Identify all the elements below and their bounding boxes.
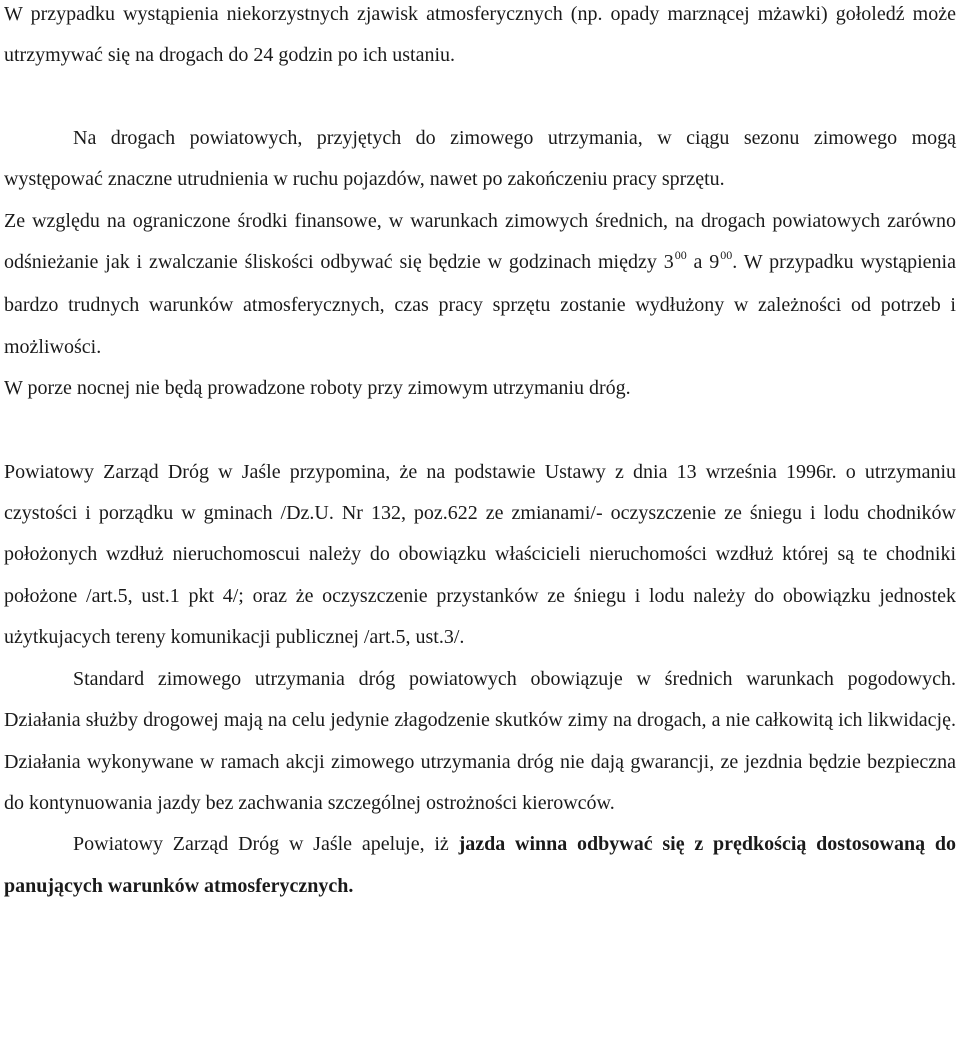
working-hours-text-after: . W przypadku wystąpienia bardzo trudnych warunków atmosferycznych, czas pracy sprzętu zostanie wydłużony w zależności od potrzeb i możliwości. <box>4 251 956 358</box>
hour-end: 9 <box>709 251 720 274</box>
appeal-text: Powiatowy Zarząd Dróg w Jaśle apeluje, iż <box>73 833 459 856</box>
document-page <box>4 0 956 907</box>
working-hours-text-before: Ze względu na ograniczone środki finansowe, w warunkach zimowych średnich, na drogach powiatowych zarówno odśnieżanie jak i zwalczanie śliskości odbywać się będzie w godzinach między <box>4 209 956 274</box>
hour-start-minutes: 00 <box>674 248 687 263</box>
paragraph-icing-warning: W przypadku wystąpienia niekorzystnych zjawisk atmosferycznych (np. opady marznącej mżawki) gołoledź może utrzymywać się na drogach do 24 godzin po ich ustaniu. <box>4 3 956 67</box>
paragraph-road-difficulties: Na drogach powiatowych, przyjętych do zimowego utrzymania, w ciągu sezonu zimowego mogą występować znaczne utrudnienia w ruchu pojazdów, nawet po zakończeniu pracy sprzętu. <box>4 126 956 191</box>
paragraph-spacer <box>4 410 956 452</box>
paragraph-night-work: W porze nocnej nie będą prowadzone roboty przy zimowym utrzymaniu dróg. <box>4 377 631 400</box>
paragraph-working-hours <box>4 201 956 369</box>
hour-end-minutes: 00 <box>720 248 733 263</box>
paragraph-spacer <box>4 77 956 118</box>
paragraph-maintenance-standard: Standard zimowego utrzymania dróg powiatowych obowiązuje w średnich warunkach pogodowych. Działania służby drogowej mają na celu jedynie złagodzenie skutków zimy na drogach, a nie całkowitą ich likwidację. Działania wykonywane w ramach akcji zimowego utrzymania dróg nie dają gwarancji, ze jezdnia będzie bezpieczna do kontynuowania jazdy bez zachwania szczególnej ostrożności kierowców. <box>4 667 956 814</box>
paragraph-sidewalk-law: Powiatowy Zarząd Dróg w Jaśle przypomina, że na podstawie Ustawy z dnia 13 września 1996r. o utrzymaniu czystości i porządku w gminach /Dz.U. Nr 132, poz.622 ze zmianami/- oczyszczenie ze śniegu i lodu chodników położonych wzdłuż nieruchomoscui należy do obowiązku właścicieli nieruchomości wzdłuż której są te chodniki położone /art.5, ust.1 pkt 4/; oraz że oczyszczenie przystanków ze śniegu i lodu należy do obowiązku jednostek użytkujacych tereny komunikacji publicznej /art.5, ust.3/. <box>4 460 956 649</box>
paragraph-driver-appeal <box>4 824 956 907</box>
hours-conjunction: a <box>686 251 710 274</box>
appeal-bold-text: jazda winna odbywać się z prędkością dostosowaną do panujących warunków atmosferycznych. <box>4 833 956 897</box>
hour-start: 3 <box>663 251 674 274</box>
